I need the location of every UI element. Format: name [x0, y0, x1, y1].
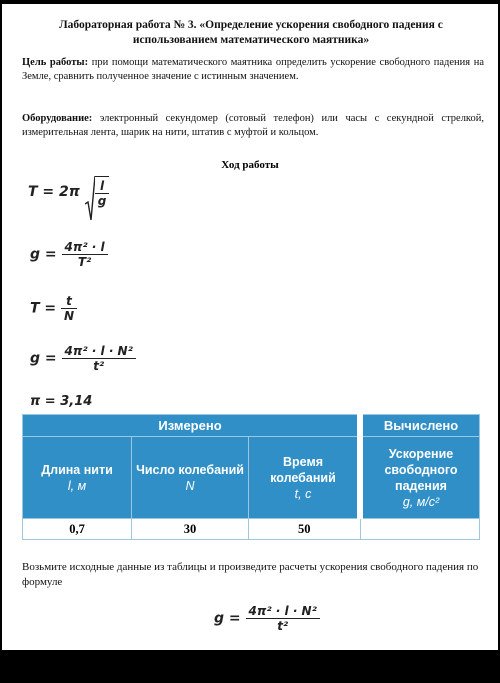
- formula-g-full-lhs: g =: [30, 350, 57, 367]
- formula-period-count: [30, 294, 77, 323]
- table-row: [23, 519, 480, 540]
- formula-g-period: [30, 240, 108, 269]
- instruction-text: Возьмите исходные данные из таблицы и произведите расчеты ускорения свободного падения по формуле: [22, 561, 479, 588]
- formula-period-den: g: [97, 194, 107, 208]
- radical-icon: [85, 176, 95, 220]
- formula-g-period-lhs: g =: [30, 246, 57, 263]
- table-header-time-label: Время колебаний: [270, 454, 336, 485]
- final-formula-num: 4π² · l · N²: [246, 604, 320, 619]
- formula-g-period-den: T²: [77, 255, 92, 269]
- table-header-count: [132, 437, 249, 519]
- formula-period-count-num: t: [61, 294, 77, 309]
- table-cell-count: 30: [132, 519, 249, 540]
- goal-label: Цель работы:: [22, 57, 89, 68]
- table-header-length-unit: l, м: [67, 478, 87, 493]
- equipment-text: электронный секундомер (сотовый телефон) или часы с секундной стрелкой, измерительная лента, шарик на нити, штатив с муфтой и кольцом.: [22, 113, 484, 138]
- table-header-time: [249, 437, 361, 519]
- formula-g-full: [30, 344, 136, 373]
- measurement-table: [22, 414, 480, 540]
- table-header-acceleration-label: Ускорение свободного падения: [384, 446, 458, 493]
- final-formula-den: t²: [277, 619, 289, 633]
- formula-g-period-num: 4π² · l: [62, 240, 108, 255]
- table-cell-acceleration: [360, 519, 480, 540]
- table-header-count-unit: N: [185, 478, 195, 493]
- equipment-label: Оборудование:: [22, 113, 93, 124]
- document-page: [2, 4, 498, 650]
- table-header-length: [23, 437, 132, 519]
- formula-period-lhs: T = 2π: [28, 184, 80, 200]
- table-header-time-unit: t, с: [294, 486, 312, 501]
- table-header-length-label: Длина нити: [41, 462, 113, 477]
- pi-value: π = 3,14: [30, 394, 93, 409]
- formula-g-full-den: t²: [93, 359, 105, 373]
- formula-period-count-lhs: T =: [30, 300, 57, 317]
- formula-period-count-den: N: [64, 309, 75, 323]
- sqrt-sign: [85, 176, 110, 208]
- table-group-measured: Измерено: [23, 415, 361, 437]
- equipment-paragraph: [22, 112, 484, 140]
- formula-period-num: l: [95, 179, 110, 194]
- formula-g-full-num: 4π² · l · N²: [62, 344, 136, 359]
- procedure-heading: Ход работы: [221, 159, 279, 171]
- table-header-acceleration: [360, 437, 480, 519]
- table-group-computed: Вычислено: [360, 415, 480, 437]
- final-formula: [214, 604, 320, 633]
- goal-text: при помощи математического маятника определить ускорение свободного падения на Земле, сравнить полученное значение с истинным значением.: [22, 57, 485, 82]
- table-cell-length: 0,7: [23, 519, 132, 540]
- document-title: Лабораторная работа № 3. «Определение ускорения свободного падения с использованием математического маятника»: [59, 19, 443, 46]
- goal-paragraph: [22, 56, 484, 84]
- table-cell-time: 50: [249, 519, 361, 540]
- formula-period: [28, 176, 109, 208]
- final-formula-lhs: g =: [214, 610, 241, 627]
- table-header-count-label: Число колебаний: [136, 462, 244, 477]
- table-header-acceleration-unit: g, м/с²: [402, 494, 440, 509]
